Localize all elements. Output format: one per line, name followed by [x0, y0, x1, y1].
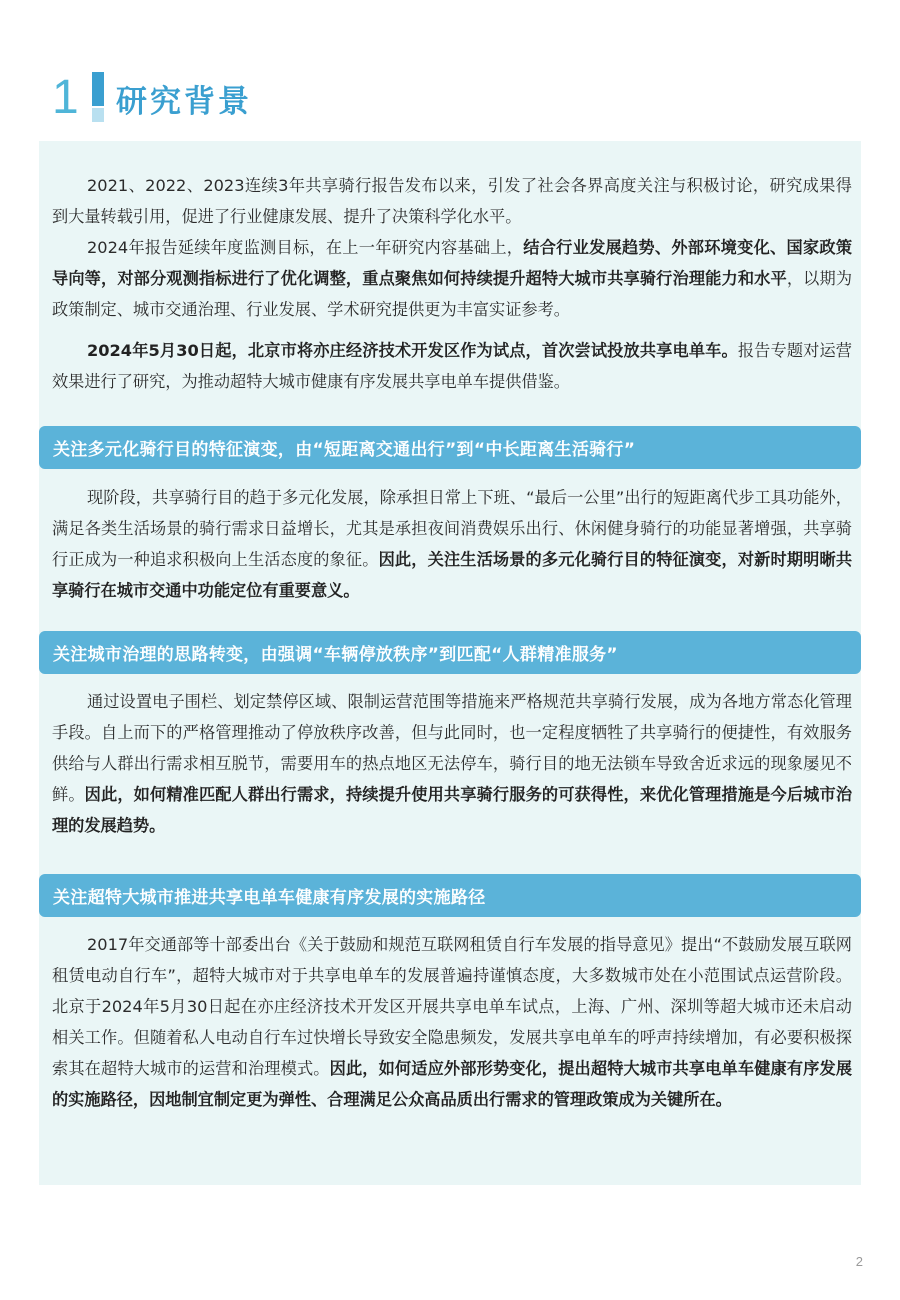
paragraph-ebike: 2017年交通部等十部委出台《关于鼓励和规范互联网租赁自行车发展的指导意见》提出“不鼓励发展互联网租赁电动自行车”，超特大城市对于共享电单车的发展普遍持谨慎态度，大多数城市处在小范围试点运营阶段。北京于2024年5月30日起在亦庄经济技术开发区开展共享电单车试点，上海、广州、深圳等超大城市还未启动相关工作。但随着私人电动自行车过快增长导致安全隐患频发，发展共享电单车的呼声持续增加，有必要积极探索其在超特大城市的运营和治理模式。因此，如何适应外部形势变化，提出超特大城市共享电单车健康有序发展的实施路径，因地制宜制定更为弹性、合理满足公众高品质出行需求的管理政策成为关键所在。 — [52, 935, 853, 1109]
banner-ebike-path: 关注超特大城市推进共享电单车健康有序发展的实施路径 — [39, 874, 861, 917]
paragraph-intro: 2021、2022、2023连续3年共享骑行报告发布以来，引发了社会各界高度关注与积极讨论，研究成果得到大量转载引用，促进了行业健康发展、提升了决策科学化水平。 — [52, 176, 852, 226]
page-number: 2 — [855, 1254, 863, 1269]
banner-governance-shift: 关注城市治理的思路转变，由强调“车辆停放秩序”到匹配“人群精准服务” — [39, 631, 861, 674]
paragraph-governance: 通过设置电子围栏、划定禁停区域、限制运营范围等措施来严格规范共享骑行发展，成为各地方常态化管理手段。自上而下的严格管理推动了停放秩序改善，但与此同时，也一定程度牺牲了共享骑行的便捷性，有效服务供给与人群出行需求相互脱节，需要用车的热点地区无法停车，骑行目的地无法锁车导致舍近求远的现象屡见不鲜。因此，如何精准匹配人群出行需求，持续提升使用共享骑行服务的可获得性，来优化管理措施是今后城市治理的发展趋势。 — [52, 692, 853, 835]
paragraph-purpose: 现阶段，共享骑行目的趋于多元化发展，除承担日常上下班、“最后一公里”出行的短距离代步工具功能外，满足各类生活场景的骑行需求日益增长，尤其是承担夜间消费娱乐出行、休闲健身骑行的功能显著增强，共享骑行正成为一种追求积极向上生活态度的象征。因此，关注生活场景的多元化骑行目的特征演变，对新时期明晰共享骑行在城市交通中功能定位有重要意义。 — [52, 488, 853, 600]
paragraph-2024-report: 2024年报告延续年度监测目标，在上一年研究内容基础上，结合行业发展趋势、外部环境变化、国家政策导向等，对部分观测指标进行了优化调整，重点聚焦如何持续提升超特大城市共享骑行治理能力和水平，以期为政策制定、城市交通治理、行业发展、学术研究提供更为丰富实证参考。 — [52, 238, 853, 319]
section-title: 研究背景 — [116, 83, 252, 120]
banner-purpose-evolution: 关注多元化骑行目的特征演变，由“短距离交通出行”到“中长距离生活骑行” — [39, 426, 861, 469]
paragraph-pilot: 2024年5月30日起，北京市将亦庄经济技术开发区作为试点，首次尝试投放共享电单车。报告专题对运营效果进行了研究，为推动超特大城市健康有序发展共享电单车提供借鉴。 — [52, 341, 852, 391]
section-marker-icon — [92, 72, 106, 124]
section-header — [52, 72, 252, 124]
section-number: 1 — [52, 71, 77, 124]
